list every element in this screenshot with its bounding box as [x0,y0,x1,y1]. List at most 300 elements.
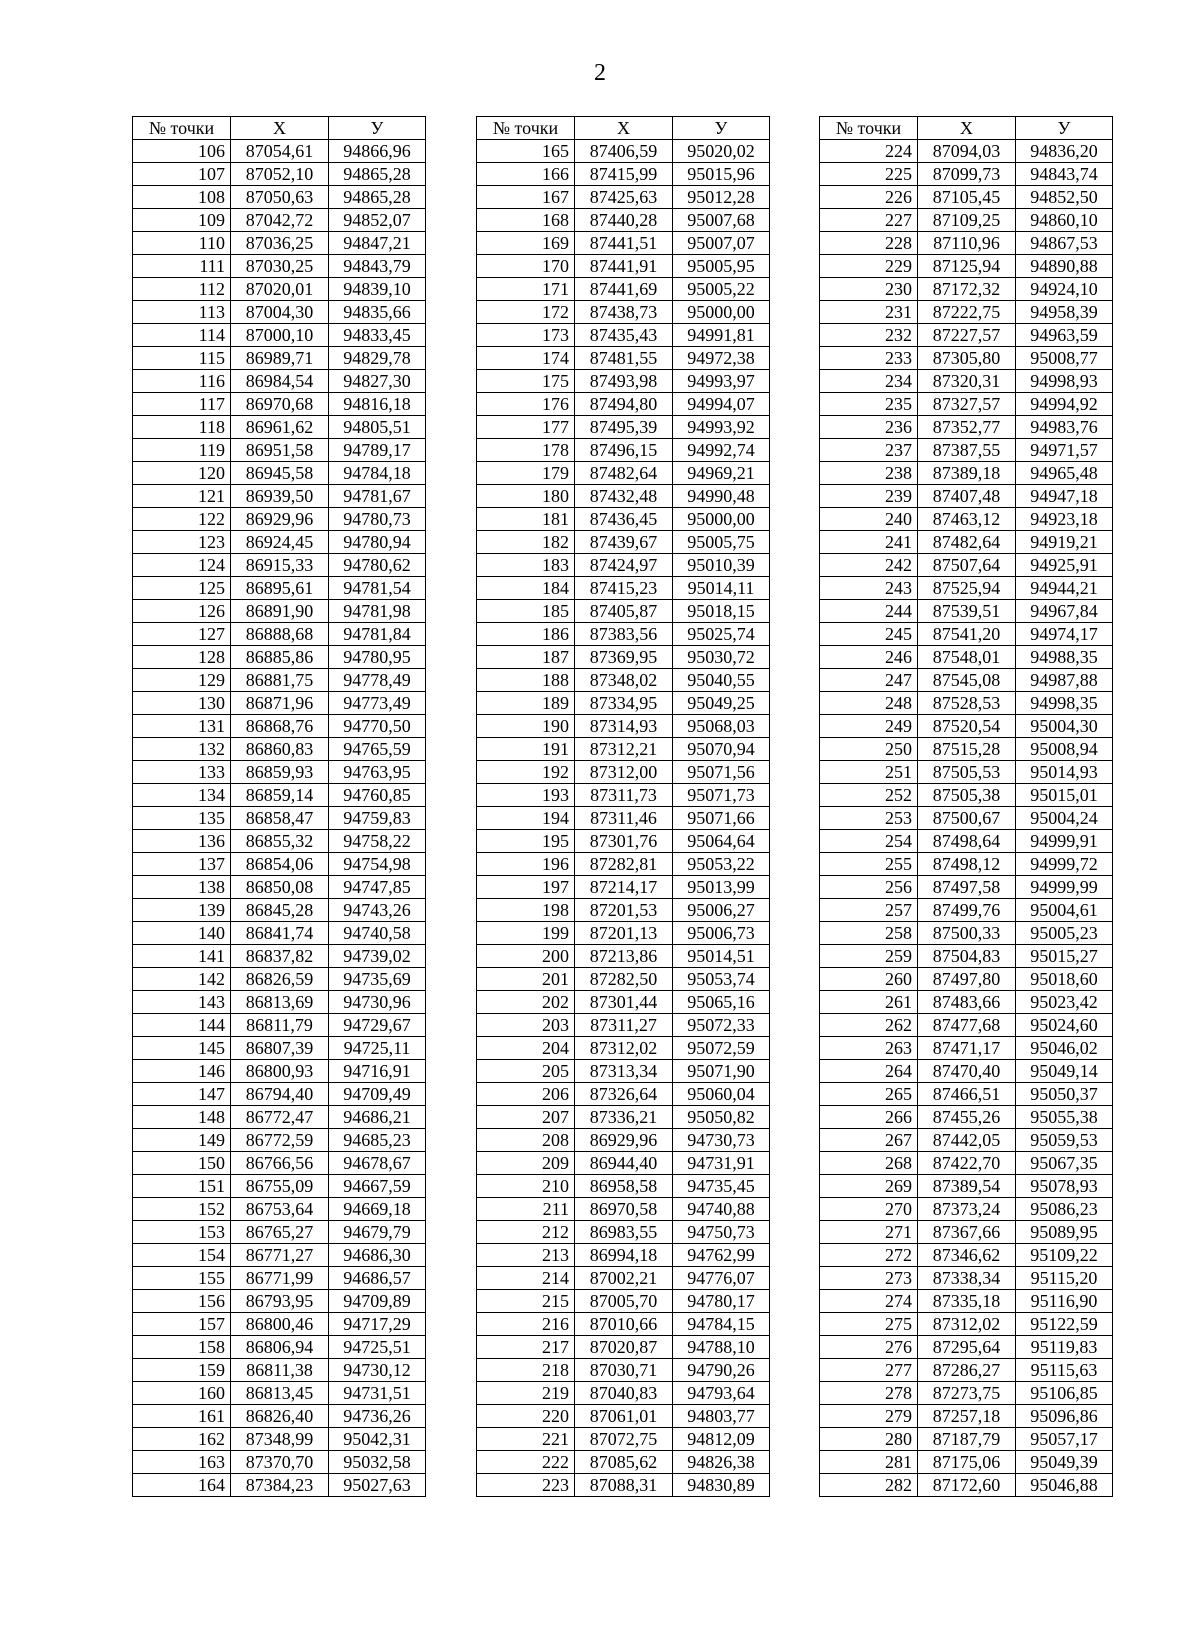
table-row [477,462,770,485]
y-coordinate-cell: 95006,73 [673,922,770,945]
x-coordinate-cell: 86771,99 [231,1267,329,1290]
x-coordinate-cell: 87415,99 [575,163,673,186]
point-number-cell: 108 [133,186,231,209]
x-coordinate-cell: 87348,02 [575,669,673,692]
point-number-cell: 265 [820,1083,918,1106]
y-coordinate-cell: 95055,38 [1016,1106,1113,1129]
table-row [477,1129,770,1152]
point-number-cell: 126 [133,600,231,623]
point-number-cell: 225 [820,163,918,186]
x-coordinate-cell: 87466,51 [918,1083,1016,1106]
table-row [820,830,1113,853]
table-row [133,393,426,416]
x-coordinate-cell: 87175,06 [918,1451,1016,1474]
table-row [477,209,770,232]
point-number-cell: 230 [820,278,918,301]
coordinates-table-3 [819,116,1113,1497]
x-coordinate-cell: 87004,30 [231,301,329,324]
point-number-cell: 160 [133,1382,231,1405]
x-coordinate-cell: 87020,87 [575,1336,673,1359]
x-coordinate-cell: 87305,80 [918,347,1016,370]
x-coordinate-cell: 87214,17 [575,876,673,899]
point-number-cell: 233 [820,347,918,370]
y-coordinate-cell: 95018,60 [1016,968,1113,991]
point-number-cell: 132 [133,738,231,761]
point-number-cell: 253 [820,807,918,830]
table-row [133,1359,426,1382]
table-row [133,140,426,163]
table-row [477,692,770,715]
y-coordinate-cell: 94993,92 [673,416,770,439]
table-row [477,1060,770,1083]
table-row [133,531,426,554]
x-coordinate-cell: 86826,59 [231,968,329,991]
x-coordinate-cell: 87227,57 [918,324,1016,347]
x-coordinate-cell: 86951,58 [231,439,329,462]
header-point-number: № точки [133,117,231,140]
x-coordinate-cell: 86881,75 [231,669,329,692]
x-coordinate-cell: 87312,02 [918,1313,1016,1336]
x-coordinate-cell: 87477,68 [918,1014,1016,1037]
point-number-cell: 276 [820,1336,918,1359]
x-coordinate-cell: 87367,66 [918,1221,1016,1244]
y-coordinate-cell: 94789,17 [329,439,426,462]
x-coordinate-cell: 87539,51 [918,600,1016,623]
point-number-cell: 200 [477,945,575,968]
x-coordinate-cell: 87440,28 [575,209,673,232]
y-coordinate-cell: 94991,81 [673,324,770,347]
point-number-cell: 115 [133,347,231,370]
x-coordinate-cell: 87499,76 [918,899,1016,922]
point-number-cell: 123 [133,531,231,554]
point-number-cell: 156 [133,1290,231,1313]
table-row [133,830,426,853]
point-number-cell: 244 [820,600,918,623]
table-row [820,1474,1113,1497]
point-number-cell: 267 [820,1129,918,1152]
x-coordinate-cell: 87387,55 [918,439,1016,462]
x-coordinate-cell: 86989,71 [231,347,329,370]
table-row [133,439,426,462]
y-coordinate-cell: 94969,21 [673,462,770,485]
point-number-cell: 251 [820,761,918,784]
table-row [820,600,1113,623]
point-number-cell: 139 [133,899,231,922]
x-coordinate-cell: 87482,64 [575,462,673,485]
y-coordinate-cell: 95078,93 [1016,1175,1113,1198]
point-number-cell: 264 [820,1060,918,1083]
y-coordinate-cell: 94852,50 [1016,186,1113,209]
x-coordinate-cell: 86885,86 [231,646,329,669]
y-coordinate-cell: 94750,73 [673,1221,770,1244]
x-coordinate-cell: 87504,83 [918,945,1016,968]
point-number-cell: 179 [477,462,575,485]
point-number-cell: 144 [133,1014,231,1037]
point-number-cell: 184 [477,577,575,600]
table-row [477,830,770,853]
x-coordinate-cell: 87441,51 [575,232,673,255]
point-number-cell: 113 [133,301,231,324]
table-row [820,692,1113,715]
point-number-cell: 246 [820,646,918,669]
y-coordinate-cell: 95010,39 [673,554,770,577]
y-coordinate-cell: 94967,84 [1016,600,1113,623]
point-number-cell: 183 [477,554,575,577]
y-coordinate-cell: 94780,17 [673,1290,770,1313]
x-coordinate-cell: 87520,54 [918,715,1016,738]
table-row [133,1405,426,1428]
table-row [133,163,426,186]
y-coordinate-cell: 95046,88 [1016,1474,1113,1497]
x-coordinate-cell: 87072,75 [575,1428,673,1451]
table-row [477,1244,770,1267]
y-coordinate-cell: 95004,61 [1016,899,1113,922]
y-coordinate-cell: 95015,96 [673,163,770,186]
point-number-cell: 247 [820,669,918,692]
table-row [477,140,770,163]
x-coordinate-cell: 87441,91 [575,255,673,278]
x-coordinate-cell: 87545,08 [918,669,1016,692]
x-coordinate-cell: 86854,06 [231,853,329,876]
point-number-cell: 194 [477,807,575,830]
x-coordinate-cell: 87389,54 [918,1175,1016,1198]
x-coordinate-cell: 87425,63 [575,186,673,209]
point-number-cell: 224 [820,140,918,163]
point-number-cell: 266 [820,1106,918,1129]
y-coordinate-cell: 94780,94 [329,531,426,554]
point-number-cell: 135 [133,807,231,830]
point-number-cell: 186 [477,623,575,646]
y-coordinate-cell: 94781,98 [329,600,426,623]
table-row [133,1290,426,1313]
point-number-cell: 220 [477,1405,575,1428]
table-row [133,761,426,784]
coordinates-table-2 [476,116,770,1497]
table-row [133,209,426,232]
y-coordinate-cell: 95015,27 [1016,945,1113,968]
x-coordinate-cell: 87030,71 [575,1359,673,1382]
y-coordinate-cell: 94999,72 [1016,853,1113,876]
table-row [477,945,770,968]
table-row [133,1106,426,1129]
x-coordinate-cell: 87505,38 [918,784,1016,807]
x-coordinate-cell: 87311,73 [575,784,673,807]
header-y: У [673,117,770,140]
point-number-cell: 109 [133,209,231,232]
table-row [820,1267,1113,1290]
y-coordinate-cell: 94725,51 [329,1336,426,1359]
x-coordinate-cell: 87528,53 [918,692,1016,715]
y-coordinate-cell: 94686,30 [329,1244,426,1267]
table-row [133,416,426,439]
point-number-cell: 143 [133,991,231,1014]
header-y: У [329,117,426,140]
y-coordinate-cell: 94829,78 [329,347,426,370]
y-coordinate-cell: 94790,26 [673,1359,770,1382]
table-row [133,1267,426,1290]
point-number-cell: 211 [477,1198,575,1221]
table-row [820,1106,1113,1129]
x-coordinate-cell: 86939,50 [231,485,329,508]
x-coordinate-cell: 87493,98 [575,370,673,393]
point-number-cell: 138 [133,876,231,899]
x-coordinate-cell: 86958,58 [575,1175,673,1198]
point-number-cell: 164 [133,1474,231,1497]
point-number-cell: 250 [820,738,918,761]
y-coordinate-cell: 95072,33 [673,1014,770,1037]
table-row [820,669,1113,692]
point-number-cell: 210 [477,1175,575,1198]
point-number-cell: 185 [477,600,575,623]
point-number-cell: 252 [820,784,918,807]
point-number-cell: 195 [477,830,575,853]
y-coordinate-cell: 95106,85 [1016,1382,1113,1405]
point-number-cell: 279 [820,1405,918,1428]
y-coordinate-cell: 94770,50 [329,715,426,738]
y-coordinate-cell: 94972,38 [673,347,770,370]
y-coordinate-cell: 95024,60 [1016,1014,1113,1037]
x-coordinate-cell: 86772,47 [231,1106,329,1129]
point-number-cell: 238 [820,462,918,485]
y-coordinate-cell: 94971,57 [1016,439,1113,462]
y-coordinate-cell: 94735,69 [329,968,426,991]
y-coordinate-cell: 94988,35 [1016,646,1113,669]
x-coordinate-cell: 87442,05 [918,1129,1016,1152]
table-row [820,646,1113,669]
x-coordinate-cell: 86826,40 [231,1405,329,1428]
table-row [477,1267,770,1290]
y-coordinate-cell: 94998,93 [1016,370,1113,393]
y-coordinate-cell: 95000,00 [673,301,770,324]
point-number-cell: 114 [133,324,231,347]
table-row [820,899,1113,922]
table-row [820,1382,1113,1405]
y-coordinate-cell: 94667,59 [329,1175,426,1198]
y-coordinate-cell: 95064,64 [673,830,770,853]
point-number-cell: 128 [133,646,231,669]
y-coordinate-cell: 94987,88 [1016,669,1113,692]
table-row [820,485,1113,508]
x-coordinate-cell: 87498,64 [918,830,1016,853]
x-coordinate-cell: 87482,64 [918,531,1016,554]
x-coordinate-cell: 87432,48 [575,485,673,508]
table-row [820,140,1113,163]
table-row [477,508,770,531]
point-number-cell: 152 [133,1198,231,1221]
table-row [477,968,770,991]
point-number-cell: 231 [820,301,918,324]
x-coordinate-cell: 87094,03 [918,140,1016,163]
y-coordinate-cell: 94990,48 [673,485,770,508]
table-row [820,1244,1113,1267]
y-coordinate-cell: 95013,99 [673,876,770,899]
point-number-cell: 166 [477,163,575,186]
table-row [133,876,426,899]
point-number-cell: 208 [477,1129,575,1152]
y-coordinate-cell: 94833,45 [329,324,426,347]
x-coordinate-cell: 87369,95 [575,646,673,669]
y-coordinate-cell: 94725,11 [329,1037,426,1060]
table-row [820,462,1113,485]
x-coordinate-cell: 87455,26 [918,1106,1016,1129]
table-row [477,1175,770,1198]
table-row [133,1382,426,1405]
table-row [820,278,1113,301]
table-row [477,232,770,255]
x-coordinate-cell: 87370,70 [231,1451,329,1474]
x-coordinate-cell: 86806,94 [231,1336,329,1359]
y-coordinate-cell: 94963,59 [1016,324,1113,347]
y-coordinate-cell: 94925,91 [1016,554,1113,577]
point-number-cell: 282 [820,1474,918,1497]
y-coordinate-cell: 95049,39 [1016,1451,1113,1474]
table-row [477,876,770,899]
table-row [133,324,426,347]
y-coordinate-cell: 94947,18 [1016,485,1113,508]
y-coordinate-cell: 94730,12 [329,1359,426,1382]
point-number-cell: 120 [133,462,231,485]
x-coordinate-cell: 86753,64 [231,1198,329,1221]
x-coordinate-cell: 87088,31 [575,1474,673,1497]
point-number-cell: 170 [477,255,575,278]
x-coordinate-cell: 87040,83 [575,1382,673,1405]
x-coordinate-cell: 87483,66 [918,991,1016,1014]
table-row [133,232,426,255]
table-row [133,508,426,531]
x-coordinate-cell: 87348,99 [231,1428,329,1451]
table-row [133,1428,426,1451]
table-row [820,324,1113,347]
y-coordinate-cell: 94793,64 [673,1382,770,1405]
table-row [477,416,770,439]
point-number-cell: 192 [477,761,575,784]
point-number-cell: 260 [820,968,918,991]
table-row [820,1428,1113,1451]
x-coordinate-cell: 87470,40 [918,1060,1016,1083]
x-coordinate-cell: 87505,53 [918,761,1016,784]
x-coordinate-cell: 87515,28 [918,738,1016,761]
point-number-cell: 236 [820,416,918,439]
table-row [133,646,426,669]
y-coordinate-cell: 95005,23 [1016,922,1113,945]
table-row [820,1129,1113,1152]
table-row [477,1313,770,1336]
table-row [133,370,426,393]
table-row [477,324,770,347]
point-number-cell: 175 [477,370,575,393]
x-coordinate-cell: 87373,24 [918,1198,1016,1221]
table-row [133,784,426,807]
y-coordinate-cell: 94803,77 [673,1405,770,1428]
table-row [477,1152,770,1175]
x-coordinate-cell: 87061,01 [575,1405,673,1428]
point-number-cell: 121 [133,485,231,508]
table-row [133,278,426,301]
y-coordinate-cell: 95053,74 [673,968,770,991]
x-coordinate-cell: 87441,69 [575,278,673,301]
table-row [477,600,770,623]
y-coordinate-cell: 94865,28 [329,186,426,209]
table-row [477,1336,770,1359]
y-coordinate-cell: 94679,79 [329,1221,426,1244]
x-coordinate-cell: 86845,28 [231,899,329,922]
x-coordinate-cell: 86807,39 [231,1037,329,1060]
y-coordinate-cell: 94762,99 [673,1244,770,1267]
point-number-cell: 155 [133,1267,231,1290]
point-number-cell: 167 [477,186,575,209]
x-coordinate-cell: 87313,34 [575,1060,673,1083]
y-coordinate-cell: 94740,58 [329,922,426,945]
point-number-cell: 214 [477,1267,575,1290]
x-coordinate-cell: 87110,96 [918,232,1016,255]
table-row [820,876,1113,899]
table-row [820,393,1113,416]
point-number-cell: 119 [133,439,231,462]
table-row [133,922,426,945]
table-header-row [477,117,770,140]
table-row [133,1083,426,1106]
point-number-cell: 263 [820,1037,918,1060]
y-coordinate-cell: 95119,83 [1016,1336,1113,1359]
point-number-cell: 124 [133,554,231,577]
y-coordinate-cell: 94780,62 [329,554,426,577]
point-number-cell: 234 [820,370,918,393]
point-number-cell: 271 [820,1221,918,1244]
y-coordinate-cell: 95065,16 [673,991,770,1014]
table-row [477,1405,770,1428]
table-row [133,1451,426,1474]
y-coordinate-cell: 95070,94 [673,738,770,761]
table-row [477,715,770,738]
table-row [133,1037,426,1060]
point-number-cell: 140 [133,922,231,945]
table-row [477,255,770,278]
point-number-cell: 158 [133,1336,231,1359]
table-row [820,1198,1113,1221]
y-coordinate-cell: 94983,76 [1016,416,1113,439]
point-number-cell: 203 [477,1014,575,1037]
y-coordinate-cell: 94781,54 [329,577,426,600]
x-coordinate-cell: 86895,61 [231,577,329,600]
y-coordinate-cell: 95071,73 [673,784,770,807]
x-coordinate-cell: 87481,55 [575,347,673,370]
point-number-cell: 136 [133,830,231,853]
table-row [820,1083,1113,1106]
table-row [820,807,1113,830]
table-row [477,738,770,761]
point-number-cell: 202 [477,991,575,1014]
x-coordinate-cell: 87050,63 [231,186,329,209]
header-x: X [918,117,1016,140]
point-number-cell: 196 [477,853,575,876]
x-coordinate-cell: 87314,93 [575,715,673,738]
table-row [133,1474,426,1497]
point-number-cell: 145 [133,1037,231,1060]
table-row [477,853,770,876]
x-coordinate-cell: 87497,58 [918,876,1016,899]
x-coordinate-cell: 86961,62 [231,416,329,439]
y-coordinate-cell: 95006,27 [673,899,770,922]
x-coordinate-cell: 86850,08 [231,876,329,899]
y-coordinate-cell: 94999,99 [1016,876,1113,899]
table-row [133,1129,426,1152]
table-row [133,623,426,646]
x-coordinate-cell: 87407,48 [918,485,1016,508]
table-row [133,1313,426,1336]
point-number-cell: 199 [477,922,575,945]
table-row [820,738,1113,761]
table-row [133,1175,426,1198]
